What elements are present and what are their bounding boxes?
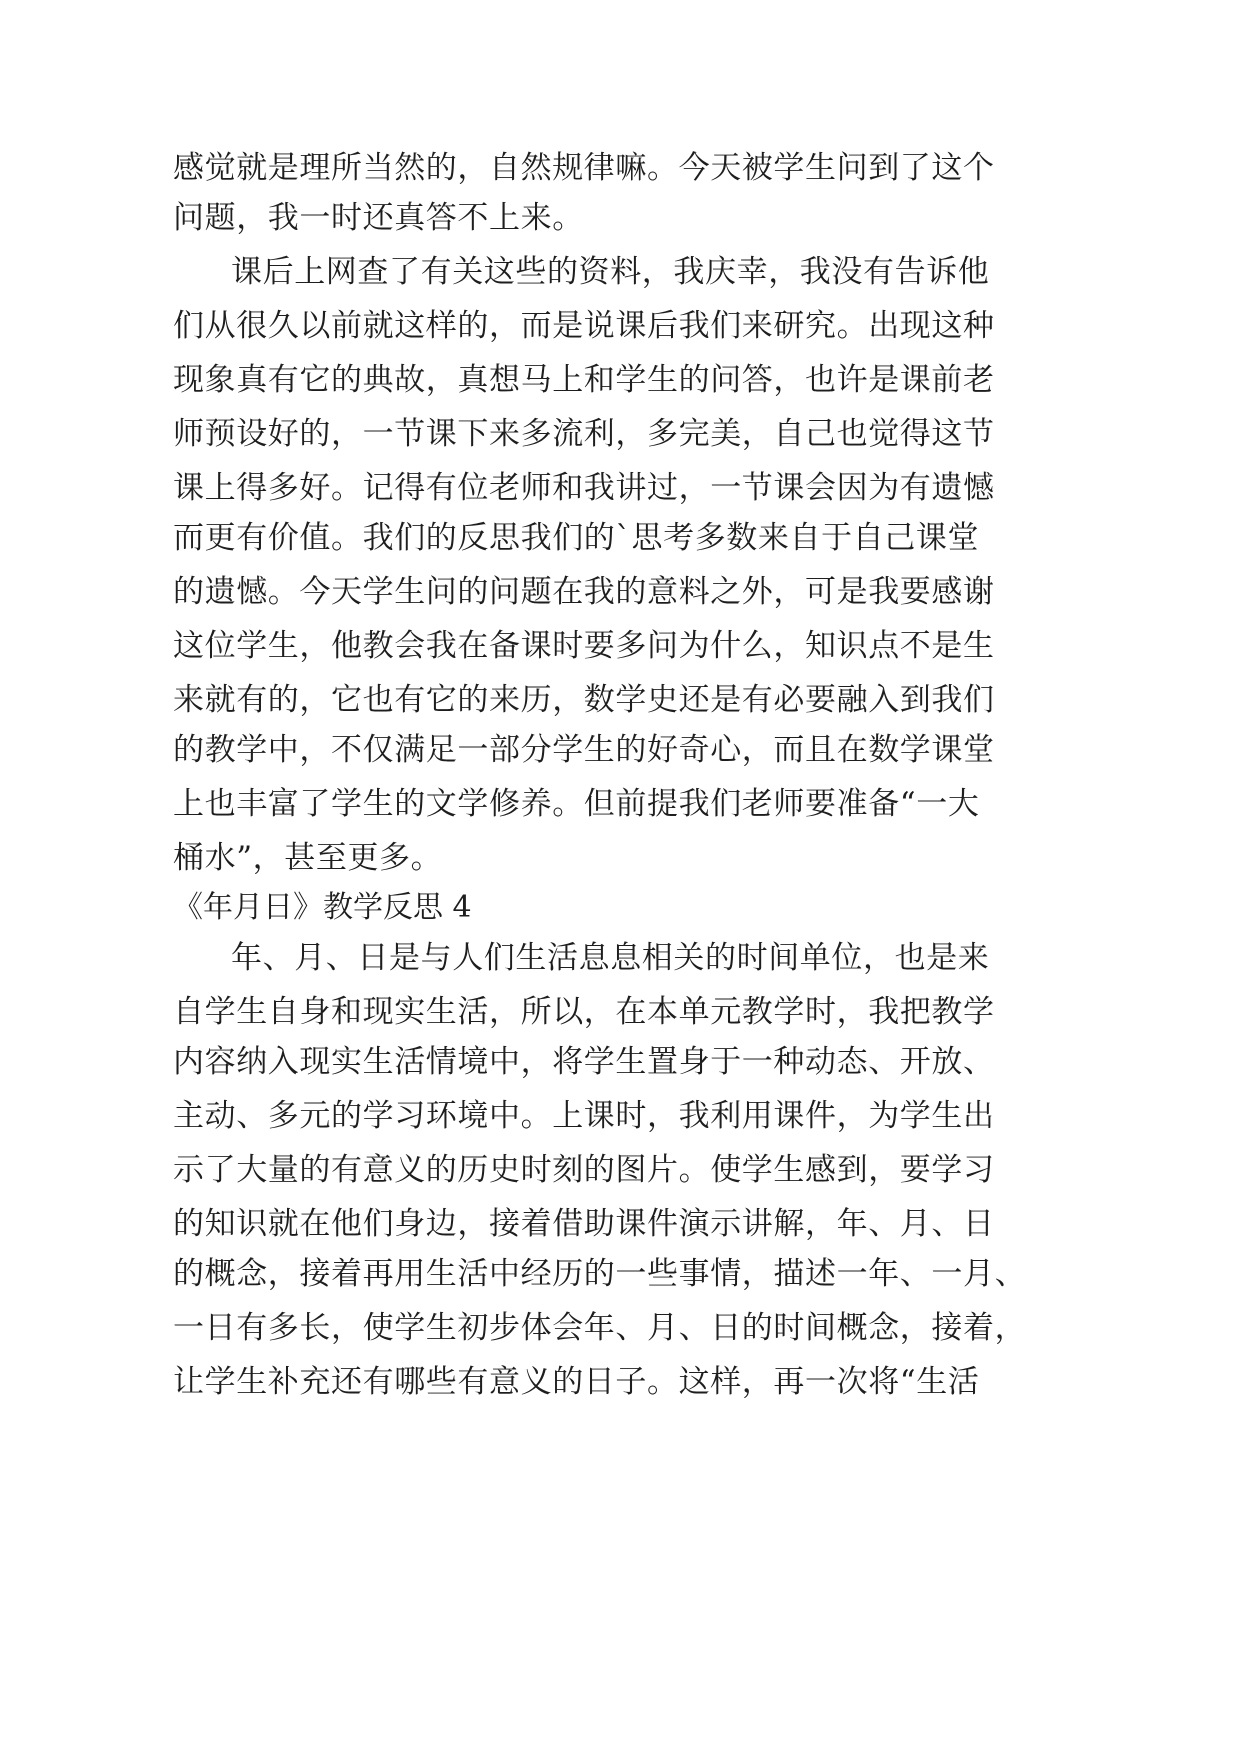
text-line: 桶水”，甚至更多。 <box>173 840 443 876</box>
paragraph-first-line: 年、月、日是与人们生活息息相关的时间单位，也是来 <box>231 940 990 976</box>
text-line: 问题，我一时还真答不上来。 <box>173 200 584 236</box>
text-line: 这位学生，他教会我在备课时要多问为什么，知识点不是生 <box>173 628 995 664</box>
text-line: 现象真有它的典故，真想马上和学生的问答，也许是课前老 <box>173 362 995 398</box>
text-line: 主动、多元的学习环境中。上课时，我利用课件，为学生出 <box>173 1098 995 1134</box>
text-line: 师预设好的，一节课下来多流利，多完美，自己也觉得这节 <box>173 416 995 452</box>
text-line: 的概念，接着再用生活中经历的一些事情，描述一年、一月、 <box>173 1256 1027 1292</box>
section-heading: 《年月日》教学反思 4 <box>173 890 472 925</box>
text-line: 示了大量的有意义的历史时刻的图片。使学生感到，要学习 <box>173 1152 995 1188</box>
text-line: 们从很久以前就这样的，而是说课后我们来研究。出现这种 <box>173 308 995 344</box>
text-line: 的遗憾。今天学生问的问题在我的意料之外，可是我要感谢 <box>173 574 995 610</box>
text-line: 来就有的，它也有它的来历，数学史还是有必要融入到我们 <box>173 682 995 718</box>
text-line: 的知识就在他们身边，接着借助课件演示讲解，年、月、日 <box>173 1206 995 1242</box>
paragraph-first-line: 课后上网查了有关这些的资料，我庆幸，我没有告诉他 <box>231 254 990 290</box>
text-line: 课上得多好。记得有位老师和我讲过，一节课会因为有遗憾 <box>173 470 995 506</box>
text-line: 而更有价值。我们的反思我们的`思考多数来自于自己课堂 <box>173 520 980 556</box>
text-line: 的教学中，不仅满足一部分学生的好奇心，而且在数学课堂 <box>173 732 995 768</box>
text-line: 内容纳入现实生活情境中，将学生置身于一种动态、开放、 <box>173 1044 995 1080</box>
text-line: 一日有多长，使学生初步体会年、月、日的时间概念，接着， <box>173 1310 1027 1346</box>
text-line: 让学生补充还有哪些有意义的日子。这样，再一次将“生活 <box>173 1364 980 1400</box>
text-line: 自学生自身和现实生活，所以，在本单元教学时，我把教学 <box>173 994 995 1030</box>
text-line: 感觉就是理所当然的，自然规律嘛。今天被学生问到了这个 <box>173 150 995 186</box>
text-line: 上也丰富了学生的文学修养。但前提我们老师要准备“一大 <box>173 786 980 822</box>
